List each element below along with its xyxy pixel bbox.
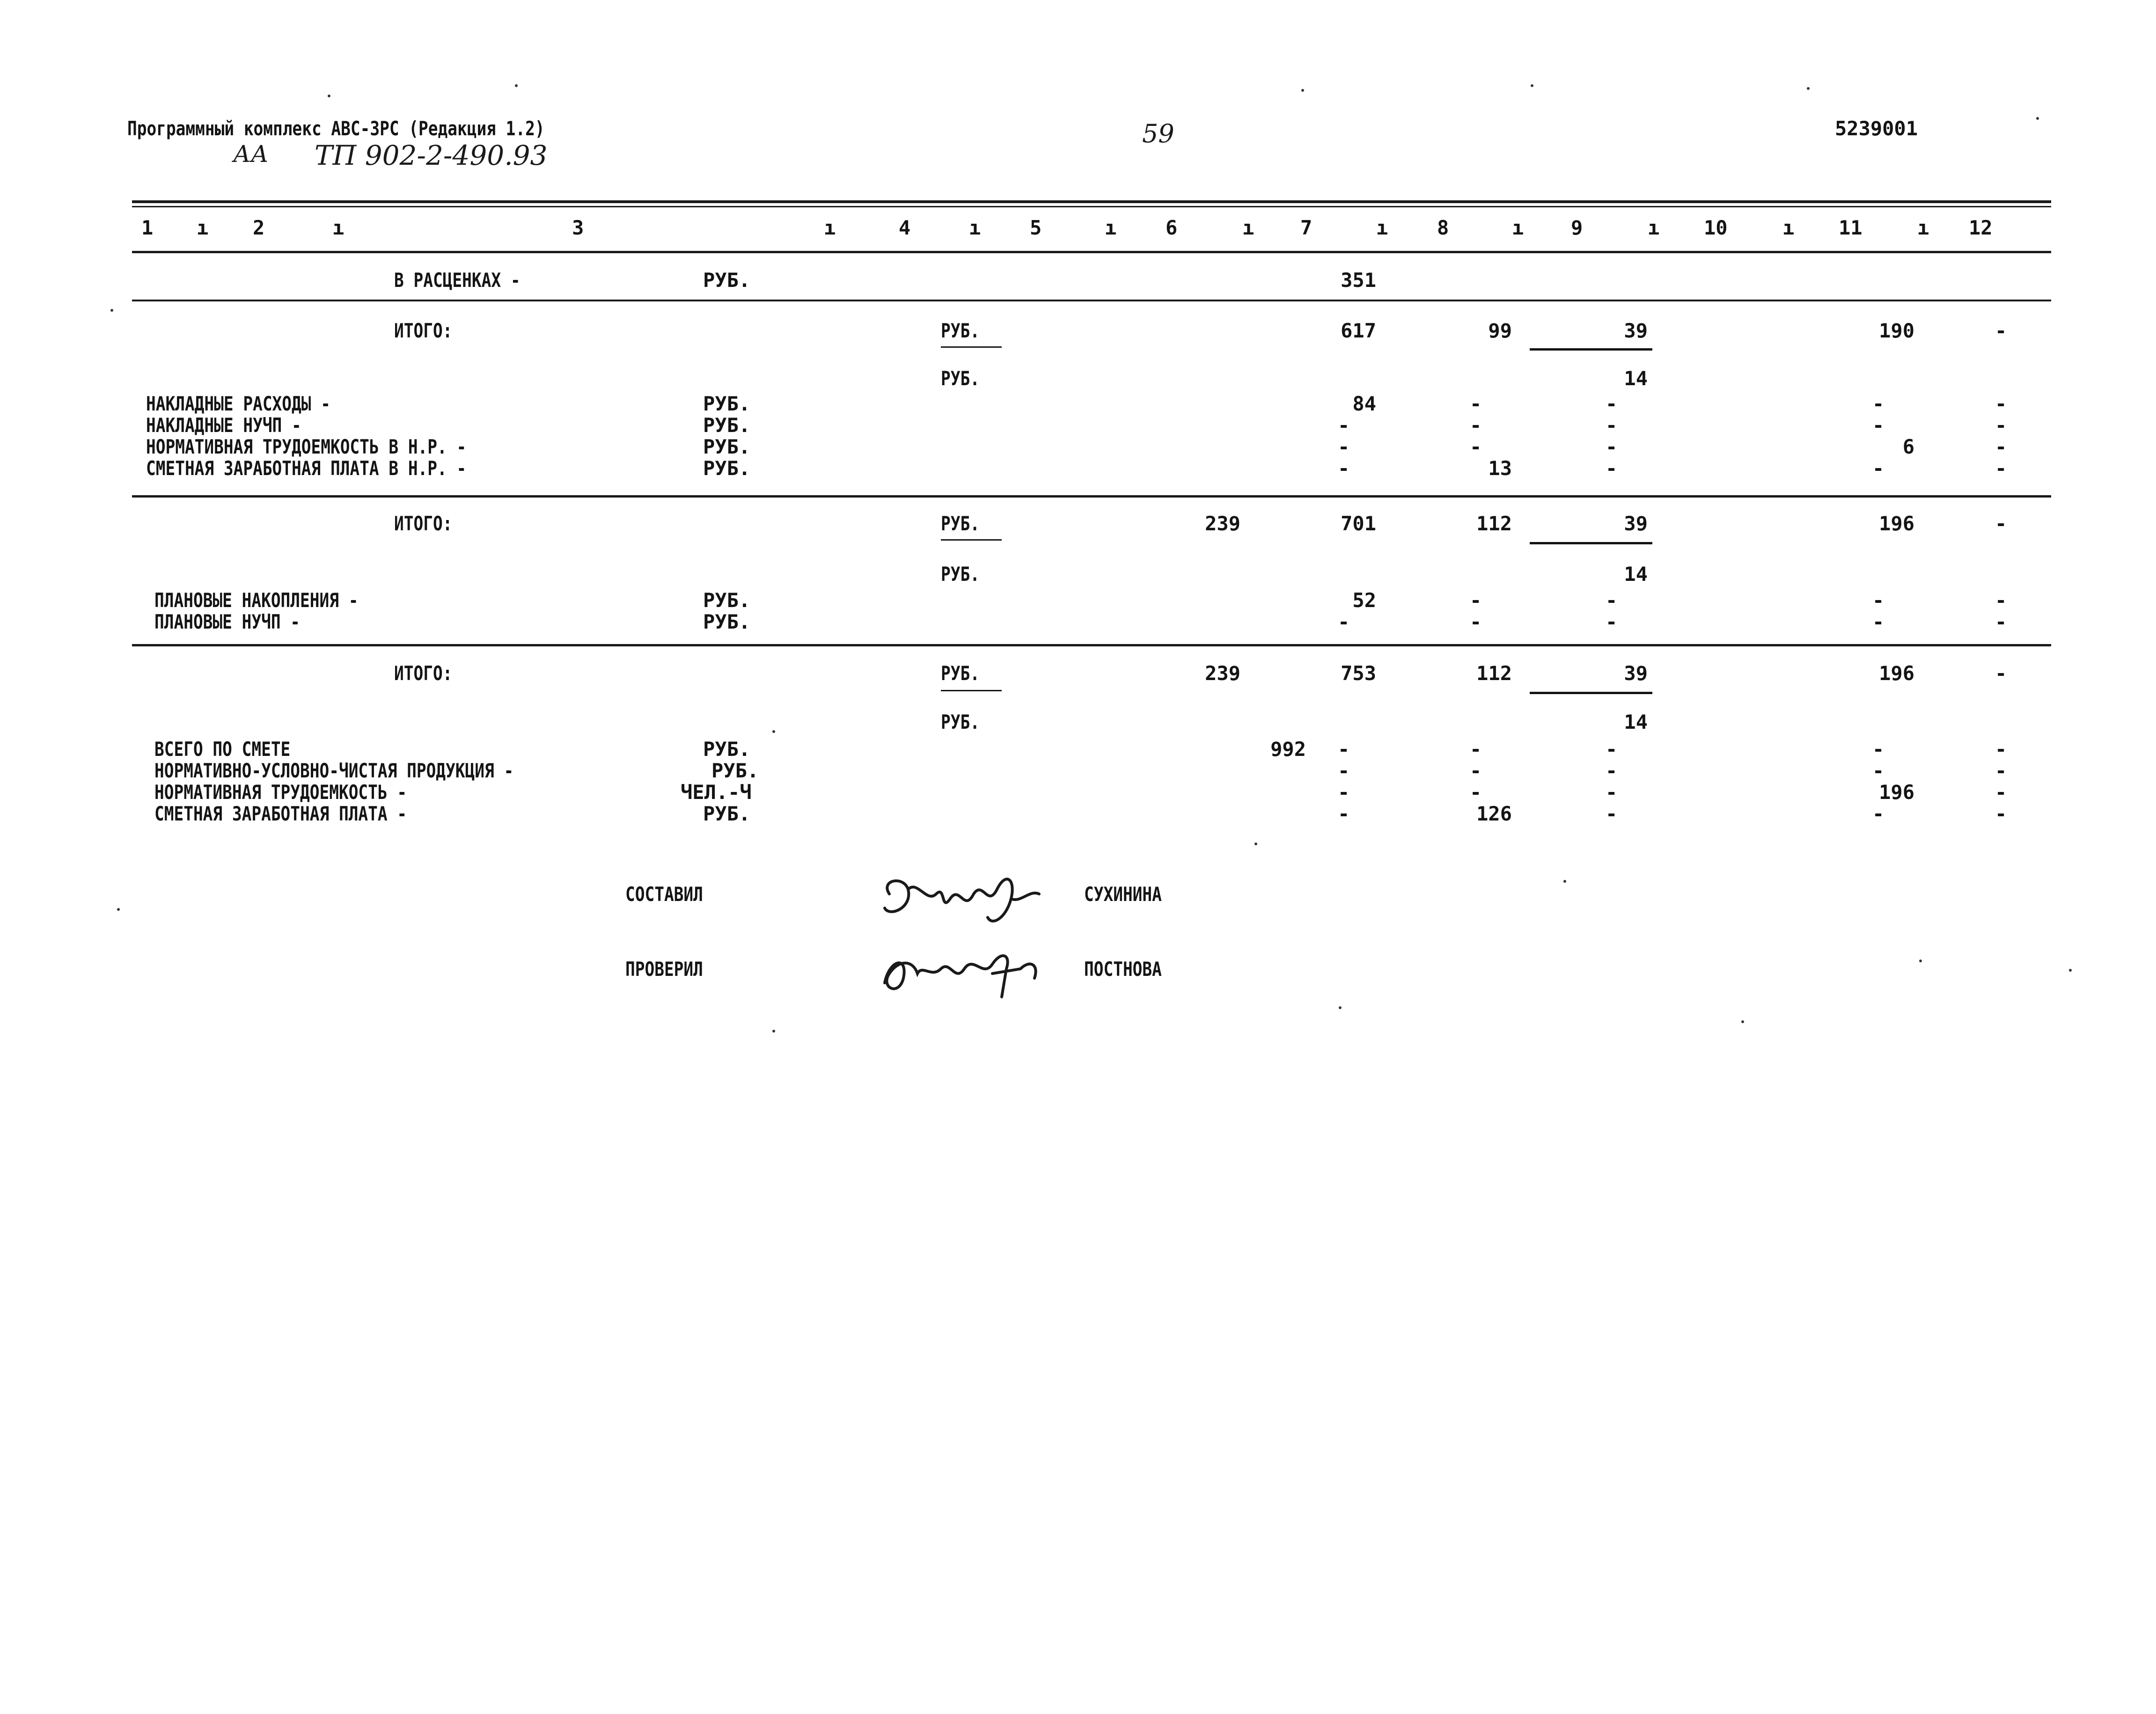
cell-c12: - [1995, 759, 2007, 782]
column-header: 6 [1166, 216, 1178, 239]
row-label: ПЛАНОВЫЕ НУЧП - [154, 610, 301, 633]
cell-c12: - [1995, 802, 2007, 825]
column-header: 10 [1704, 216, 1728, 239]
column-header: 12 [1969, 216, 1993, 239]
total-unit: РУБ. [941, 319, 980, 342]
cell-c8: - [1470, 589, 1482, 612]
column-separator: ı [197, 216, 209, 239]
cell-c8: - [1470, 610, 1482, 633]
cell-c8: - [1470, 435, 1482, 458]
row-unit: РУБ. [703, 435, 751, 458]
cell-c8: 99 [1488, 319, 1512, 342]
handwritten-doc-reference: ТП 902-2-490.93 [315, 139, 548, 171]
total-unit: РУБ. [941, 662, 980, 685]
compiled-by-name: СУХИНИНА [1084, 883, 1162, 906]
cell-c12: - [1995, 392, 2007, 415]
cell-c11: - [1872, 392, 1885, 415]
cell-c12: - [1995, 738, 2007, 761]
cell-c11: - [1872, 457, 1885, 480]
unit-underline [941, 539, 1002, 541]
column-separator: ı [1242, 216, 1254, 239]
row-unit: РУБ. [703, 802, 751, 825]
cell-c9-fraction-line [1530, 542, 1652, 544]
cell-c11: 190 [1879, 319, 1914, 342]
row-unit: РУБ. [703, 610, 751, 633]
cell-c9: 39 [1624, 662, 1648, 685]
section-rule [132, 644, 2051, 646]
cell-c9: - [1606, 738, 1618, 761]
row-unit: РУБ. [703, 269, 751, 292]
cell-c7: 753 [1341, 662, 1376, 685]
column-header: 5 [1030, 216, 1042, 239]
cell-c8: - [1470, 414, 1482, 437]
scan-speck [1531, 84, 1533, 87]
cell-c7: - [1338, 457, 1350, 480]
cell-c12: - [1995, 781, 2007, 804]
column-header: 2 [253, 216, 265, 239]
column-header: 1 [141, 216, 154, 239]
row-label: СМЕТНАЯ ЗАРАБОТНАЯ ПЛАТА - [154, 802, 407, 825]
total-label: ИТОГО: [394, 512, 453, 535]
scan-speck [772, 730, 775, 733]
cell-c7: - [1338, 435, 1350, 458]
cell-c12: - [1995, 610, 2007, 633]
unit-underline [941, 346, 1002, 348]
scan-speck [110, 309, 113, 312]
cell-c9: - [1606, 802, 1618, 825]
signature-compiled [871, 861, 1067, 936]
cell-c9: - [1606, 392, 1618, 415]
scan-speck [2036, 117, 2039, 120]
column-separator: ı [1512, 216, 1524, 239]
cell-c9-fraction-line [1530, 348, 1652, 351]
column-header: 8 [1437, 216, 1449, 239]
cell-c11: - [1872, 414, 1885, 437]
cell-c11: - [1872, 738, 1885, 761]
cell-c9: 14 [1624, 711, 1648, 733]
cell-c6: 992 [1270, 738, 1306, 761]
row-label: СМЕТНАЯ ЗАРАБОТНАЯ ПЛАТА В Н.Р. - [146, 457, 467, 480]
total-unit-2: РУБ. [941, 367, 980, 390]
column-separator: ı [1648, 216, 1660, 239]
cell-c7: - [1338, 759, 1350, 782]
cell-c8: - [1470, 759, 1482, 782]
cell-c9: - [1606, 759, 1618, 782]
scan-speck [328, 95, 330, 97]
cell-c9: - [1606, 610, 1618, 633]
cell-c12: - [1995, 319, 2007, 342]
cell-c9: - [1606, 435, 1618, 458]
scan-speck [1339, 1006, 1342, 1009]
scan-speck [772, 1030, 775, 1033]
scan-speck [1741, 1020, 1744, 1023]
column-header: 9 [1571, 216, 1583, 239]
row-label: НОРМАТИВНАЯ ТРУДОЕМКОСТЬ - [154, 781, 407, 804]
cell-c11: 6 [1902, 435, 1914, 458]
scan-speck [1807, 87, 1810, 90]
compiled-by-label: СОСТАВИЛ [625, 883, 703, 906]
row-unit: РУБ. [703, 414, 751, 437]
total-label: ИТОГО: [394, 319, 453, 342]
cell-c11: - [1872, 759, 1885, 782]
cell-c8: 13 [1488, 457, 1512, 480]
cell-c7: - [1338, 738, 1350, 761]
cell-c8: 126 [1476, 802, 1512, 825]
row-unit: РУБ. [703, 457, 751, 480]
row-label: НАКЛАДНЫЕ РАСХОДЫ - [146, 392, 330, 415]
program-title: Программный комплекс АВС-3РС (Редакция 1.2) [127, 117, 545, 140]
cell-c9: 14 [1624, 367, 1648, 390]
cell-c12: - [1995, 662, 2007, 685]
scan-speck [1563, 880, 1566, 883]
row-label: ВСЕГО ПО СМЕТЕ [154, 738, 291, 761]
cell-c9: - [1606, 781, 1618, 804]
cell-c8: - [1470, 392, 1482, 415]
table-top-rule [132, 200, 2051, 203]
column-separator: ı [1917, 216, 1929, 239]
column-separator: ı [1782, 216, 1795, 239]
section-rule [132, 495, 2051, 498]
row-unit: РУБ. [703, 392, 751, 415]
cell-c7: 84 [1352, 392, 1376, 415]
row-label: ПЛАНОВЫЕ НАКОПЛЕНИЯ - [154, 589, 359, 612]
cell-c11: 196 [1879, 781, 1914, 804]
cell-c7: 351 [1341, 269, 1376, 292]
total-unit-2: РУБ. [941, 711, 980, 733]
cell-c12: - [1995, 589, 2007, 612]
total-unit-2: РУБ. [941, 563, 980, 586]
column-separator: ı [824, 216, 836, 239]
cell-c8: 112 [1476, 662, 1512, 685]
cell-c9: - [1606, 414, 1618, 437]
handwritten-initials: АА [233, 140, 269, 168]
signature-checked [871, 931, 1067, 1006]
row-unit: РУБ. [703, 589, 751, 612]
row-label: НОРМАТИВНАЯ ТРУДОЕМКОСТЬ В Н.Р. - [146, 435, 467, 458]
cell-c9: 39 [1624, 319, 1648, 342]
cell-c6: 239 [1205, 662, 1240, 685]
cell-c7: - [1338, 802, 1350, 825]
cell-c12: - [1995, 457, 2007, 480]
cell-c7: - [1338, 781, 1350, 804]
total-unit: РУБ. [941, 512, 980, 535]
column-header: 3 [572, 216, 584, 239]
row-label: В РАСЦЕНКАХ - [394, 269, 521, 292]
checked-by-name: ПОСТНОВА [1084, 958, 1162, 981]
table-top-rule-thin [132, 206, 2051, 207]
scan-speck [1919, 960, 1922, 962]
cell-c7: 52 [1352, 589, 1376, 612]
cell-c8: - [1470, 738, 1482, 761]
cell-c7: 617 [1341, 319, 1376, 342]
section-rule [132, 300, 2051, 301]
cell-c11: - [1872, 610, 1885, 633]
cell-c11: - [1872, 802, 1885, 825]
cell-c9: - [1606, 457, 1618, 480]
column-separator: ı [1105, 216, 1117, 239]
total-label: ИТОГО: [394, 662, 453, 685]
cell-c7: - [1338, 414, 1350, 437]
row-unit: РУБ. [703, 738, 751, 761]
scan-speck [515, 84, 518, 87]
cell-c11: 196 [1879, 662, 1914, 685]
cell-c7: 701 [1341, 512, 1376, 535]
cell-c6: 239 [1205, 512, 1240, 535]
cell-c8: 112 [1476, 512, 1512, 535]
cell-c9: 14 [1624, 563, 1648, 586]
cell-c7: - [1338, 610, 1350, 633]
row-unit: ЧЕЛ.-Ч [681, 781, 752, 804]
scan-speck [1254, 842, 1257, 845]
scan-speck [117, 908, 120, 911]
cell-c9: 39 [1624, 512, 1648, 535]
column-separator: ı [969, 216, 981, 239]
column-header: 7 [1300, 216, 1313, 239]
checked-by-label: ПРОВЕРИЛ [625, 958, 703, 981]
header-bottom-rule [132, 251, 2051, 253]
row-unit: РУБ. [711, 759, 759, 782]
cell-c9: - [1606, 589, 1618, 612]
cell-c11: 196 [1879, 512, 1914, 535]
scan-speck [1301, 89, 1304, 92]
scan-speck [2069, 969, 2072, 972]
cell-c8: - [1470, 781, 1482, 804]
cell-c12: - [1995, 414, 2007, 437]
cell-c12: - [1995, 435, 2007, 458]
cell-c11: - [1872, 589, 1885, 612]
document-code: 5239001 [1835, 117, 1918, 140]
cell-c12: - [1995, 512, 2007, 535]
column-separator: ı [1376, 216, 1388, 239]
page-number: 59 [1142, 119, 1174, 148]
row-label: НОРМАТИВНО-УСЛОВНО-ЧИСТАЯ ПРОДУКЦИЯ - [154, 759, 514, 782]
unit-underline [941, 690, 1002, 691]
cell-c9-fraction-line [1530, 692, 1652, 694]
row-label: НАКЛАДНЫЕ НУЧП - [146, 414, 301, 437]
column-separator: ı [332, 216, 345, 239]
column-header: 4 [899, 216, 911, 239]
column-header: 11 [1839, 216, 1863, 239]
